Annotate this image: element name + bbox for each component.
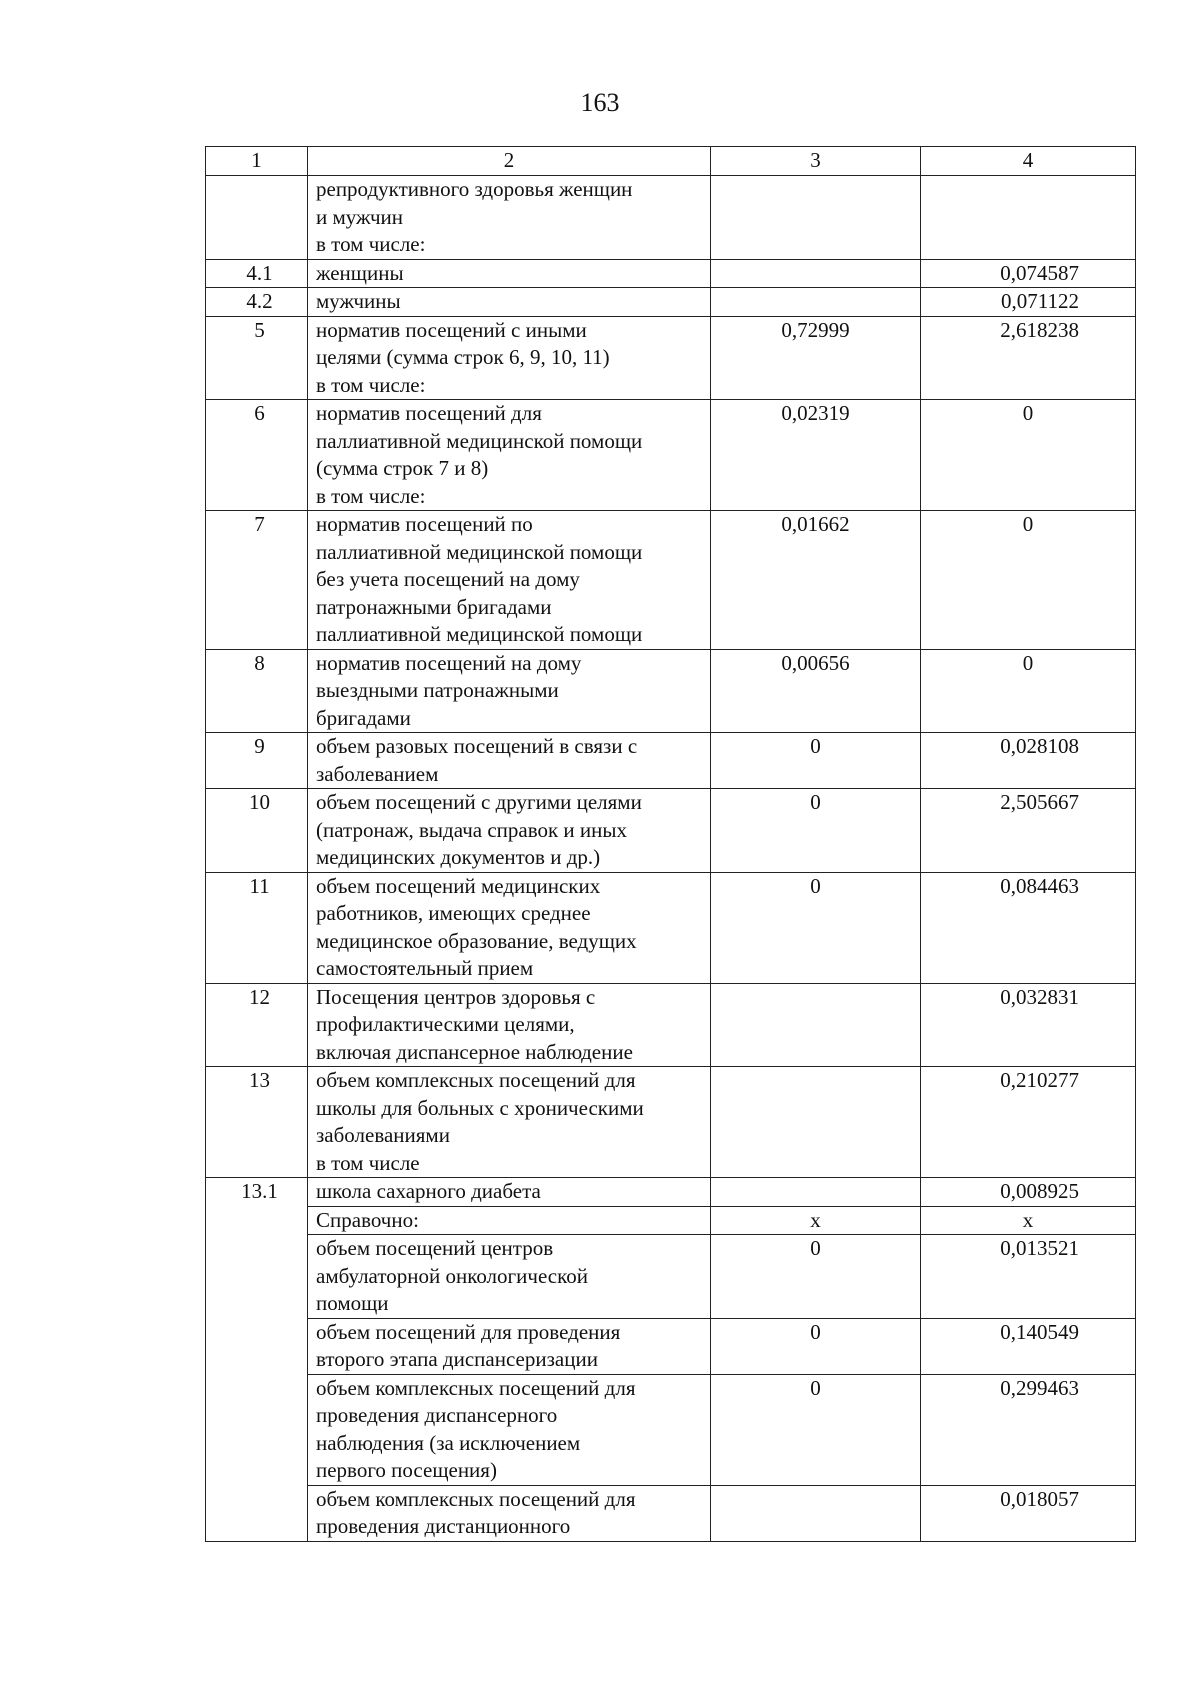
row-name-line: Справочно: (316, 1207, 419, 1232)
value-col-3: 0 (711, 1374, 921, 1485)
row-name-line: в том числе (316, 1150, 420, 1175)
row-name (308, 1206, 711, 1235)
value-col-4: 0 (921, 511, 1136, 650)
row-name-line: в том числе: (316, 232, 426, 256)
value-col-3: 0 (711, 733, 921, 789)
data-table (205, 146, 1136, 1542)
row-name-line: норматив посещений для (316, 401, 542, 425)
row-name-line: помощи (316, 1291, 389, 1315)
row-number: 8 (206, 649, 308, 733)
table-row (206, 1178, 1136, 1207)
row-name (308, 176, 711, 260)
row-name-line: второго этапа диспансеризации (316, 1347, 598, 1371)
row-number: 6 (206, 400, 308, 511)
value-col-4: 0,018057 (921, 1485, 1136, 1541)
value-col-3 (711, 983, 921, 1067)
row-name-line: Посещения центров здоровья с (316, 984, 596, 1009)
row-name-line: проведения диспансерного (316, 1403, 558, 1427)
value-col-4: 0,008925 (921, 1178, 1136, 1207)
row-name-line: школа сахарного диабета (316, 1179, 541, 1203)
table-row (206, 1067, 1136, 1178)
row-name-line: паллиативной медицинской помощи (316, 622, 643, 646)
row-name-line: и мужчин (316, 204, 404, 229)
row-name (308, 316, 711, 400)
row-number: 13 (206, 1067, 308, 1178)
table-row (206, 789, 1136, 873)
value-col-3 (711, 288, 921, 317)
header-col-3: 3 (711, 147, 921, 176)
row-name-line: паллиативной медицинской помощи (316, 539, 643, 564)
row-number (206, 1235, 308, 1319)
table-row (206, 872, 1136, 983)
row-name-line: самостоятельный прием (316, 956, 534, 980)
row-name-line: норматив посещений по (316, 512, 533, 536)
value-col-3: 0,72999 (711, 316, 921, 400)
row-name-line: паллиативной медицинской помощи (316, 428, 643, 453)
table-row (206, 1374, 1136, 1485)
row-number: 9 (206, 733, 308, 789)
row-name (308, 1178, 711, 1207)
row-name-line: профилактическими целями, (316, 1012, 575, 1036)
value-col-3 (711, 1485, 921, 1541)
table-row (206, 316, 1136, 400)
value-col-4: 0,299463 (921, 1374, 1136, 1485)
row-name-line: (сумма строк 7 и 8) (316, 456, 489, 480)
value-col-4: 0 (921, 400, 1136, 511)
row-name-line: амбулаторной онкологической (316, 1263, 588, 1288)
row-number: 4.1 (206, 259, 308, 288)
value-col-4 (921, 176, 1136, 260)
row-name-line: работников, имеющих среднее (316, 901, 591, 925)
row-number: 13.1 (206, 1178, 308, 1207)
row-name (308, 259, 711, 288)
table-row (206, 1206, 1136, 1235)
value-col-3: 0,00656 (711, 649, 921, 733)
row-name-line: объем комплексных посещений для (316, 1068, 636, 1092)
value-col-4: 0,140549 (921, 1318, 1136, 1374)
table-row (206, 259, 1136, 288)
value-col-4: 0,071122 (921, 288, 1136, 317)
value-col-4: 0,074587 (921, 259, 1136, 288)
row-name (308, 400, 711, 511)
row-number (206, 1374, 308, 1485)
row-number: 11 (206, 872, 308, 983)
table-body (206, 147, 1136, 1542)
table-row (206, 1485, 1136, 1541)
row-name-line: без учета посещений на дому (316, 567, 580, 591)
row-number: 4.2 (206, 288, 308, 317)
value-col-3 (711, 176, 921, 260)
table-row (206, 983, 1136, 1067)
page-number: 163 (580, 88, 620, 117)
row-number: 7 (206, 511, 308, 650)
table-row (206, 176, 1136, 260)
row-number: 10 (206, 789, 308, 873)
header-col-2: 2 (308, 147, 711, 176)
value-col-3: х (711, 1206, 921, 1235)
row-name (308, 288, 711, 317)
row-name (308, 733, 711, 789)
value-col-4: 0 (921, 649, 1136, 733)
value-col-3: 0,01662 (711, 511, 921, 650)
row-number: 5 (206, 316, 308, 400)
row-name-line: школы для больных с хроническими (316, 1095, 644, 1120)
row-name-line: включая диспансерное наблюдение (316, 1039, 633, 1064)
row-name-line: заболеванием (316, 761, 439, 786)
value-col-3 (711, 1178, 921, 1207)
row-name (308, 1067, 711, 1178)
table-row (206, 288, 1136, 317)
value-col-3: 0 (711, 789, 921, 873)
row-name-line: бригадами (316, 705, 411, 730)
row-name-line: объем посещений медицинских (316, 873, 601, 898)
row-name-line: медицинских документов и др.) (316, 845, 601, 869)
row-name-line: медицинское образование, ведущих (316, 928, 637, 953)
row-number (206, 1206, 308, 1235)
table-row (206, 649, 1136, 733)
row-name-line: женщины (316, 260, 404, 285)
row-name-line: патронажными бригадами (316, 594, 552, 619)
row-name-line: в том числе: (316, 483, 426, 508)
table-row (206, 733, 1136, 789)
row-name (308, 872, 711, 983)
row-name (308, 789, 711, 873)
table-row (206, 1235, 1136, 1319)
value-col-3: 0 (711, 1318, 921, 1374)
row-name-line: объем разовых посещений в связи с (316, 734, 638, 758)
value-col-4: х (921, 1206, 1136, 1235)
value-col-4: 0,013521 (921, 1235, 1136, 1319)
row-name-line: заболеваниями (316, 1123, 450, 1147)
table-header-row (206, 147, 1136, 176)
row-name (308, 1235, 711, 1319)
row-name-line: объем посещений центров (316, 1236, 554, 1260)
row-name-line: наблюдения (за исключением (316, 1430, 581, 1455)
row-number (206, 1485, 308, 1541)
value-col-3: 0 (711, 1235, 921, 1319)
value-col-4: 0,210277 (921, 1067, 1136, 1178)
value-col-4: 0,084463 (921, 872, 1136, 983)
row-name-line: проведения дистанционного (316, 1514, 571, 1538)
row-name-line: репродуктивного здоровья женщин (316, 177, 633, 201)
value-col-4: 2,618238 (921, 316, 1136, 400)
row-name (308, 1374, 711, 1485)
row-number: 12 (206, 983, 308, 1067)
row-name-line: объем комплексных посещений для (316, 1486, 636, 1511)
header-col-1: 1 (206, 147, 308, 176)
row-name-line: объем посещений с другими целями (316, 790, 642, 814)
row-name-line: норматив посещений на дому (316, 650, 582, 675)
row-name-line: объем комплексных посещений для (316, 1375, 636, 1400)
table-row (206, 1318, 1136, 1374)
header-col-4: 4 (921, 147, 1136, 176)
row-number (206, 176, 308, 260)
row-name-line: целями (сумма строк 6, 9, 10, 11) (316, 345, 610, 369)
value-col-3: 0,02319 (711, 400, 921, 511)
value-col-4: 0,028108 (921, 733, 1136, 789)
row-name-line: (патронаж, выдача справок и иных (316, 817, 628, 842)
row-number (206, 1318, 308, 1374)
row-name (308, 983, 711, 1067)
value-col-3 (711, 259, 921, 288)
row-name-line: мужчины (316, 289, 401, 313)
row-name (308, 511, 711, 650)
row-name (308, 649, 711, 733)
value-col-4: 2,505667 (921, 789, 1136, 873)
row-name-line: объем посещений для проведения (316, 1319, 621, 1344)
value-col-3 (711, 1067, 921, 1178)
value-col-4: 0,032831 (921, 983, 1136, 1067)
row-name (308, 1485, 711, 1541)
row-name (308, 1318, 711, 1374)
row-name-line: в том числе: (316, 372, 426, 397)
table-row (206, 400, 1136, 511)
row-name-line: первого посещения) (316, 1458, 497, 1482)
row-name-line: выездными патронажными (316, 678, 559, 702)
value-col-3: 0 (711, 872, 921, 983)
table-row (206, 511, 1136, 650)
row-name-line: норматив посещений с иными (316, 317, 587, 342)
